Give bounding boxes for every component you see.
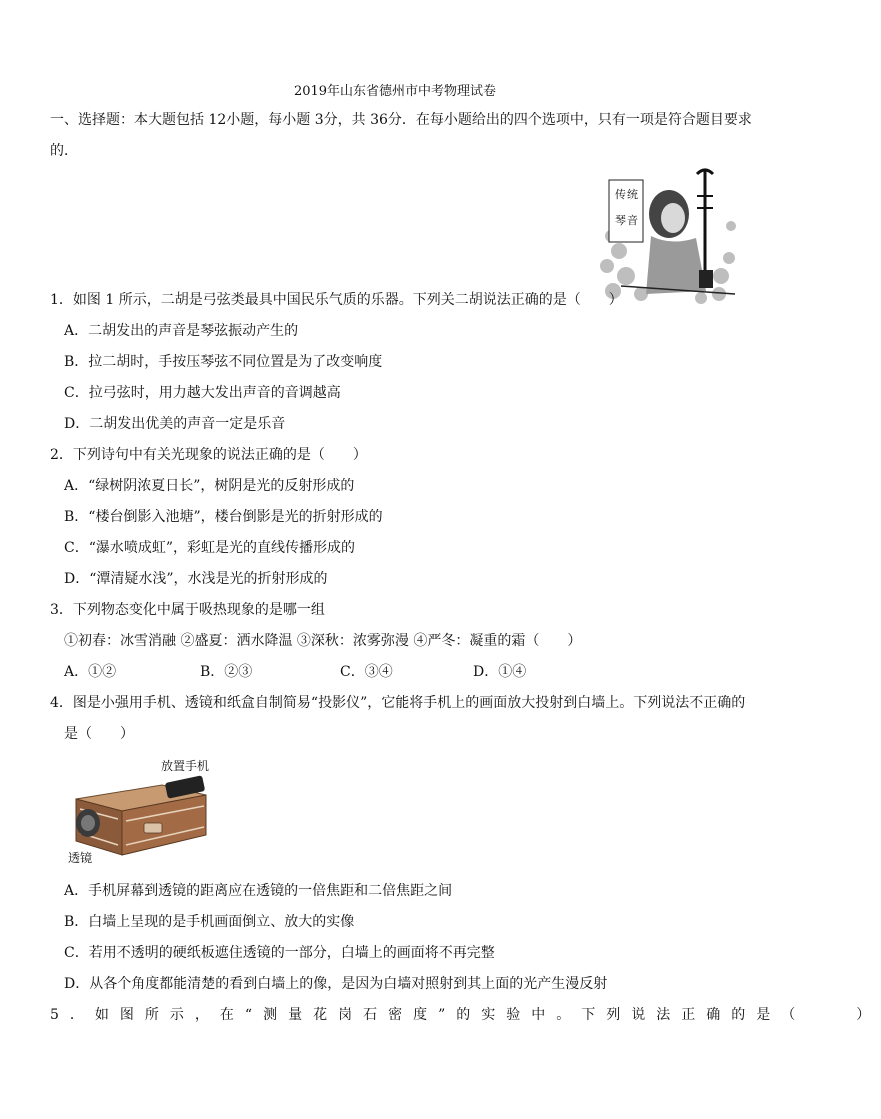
- q2-option-a: A．“绿树阴浓夏日长”，树阴是光的反射形成的: [64, 478, 355, 494]
- q3-stem: 3．下列物态变化中属于吸热现象的是哪一组: [50, 602, 325, 618]
- projector-label-phone: 放置手机: [161, 759, 210, 773]
- q4-stem-line1: 4．图是小强用手机、透镜和纸盒自制简易“投影仪”，它能将手机上的画面放大投射到白墙上。下列说法不正确的: [50, 695, 746, 711]
- q1-option-a: A．二胡发出的声音是琴弦振动产生的: [64, 323, 299, 339]
- section-instructions-line1: 一、选择题：本大题包括 12小题，每小题 3分，共 36分．在每小题给出的四个选项中，只有一项是符合题目要求: [50, 112, 752, 128]
- q4-option-a: A．手机屏幕到透镜的距离应在透镜的一倍焦距和二倍焦距之间: [64, 883, 453, 899]
- q1-option-b: B．拉二胡时，手按压琴弦不同位置是为了改变响度: [64, 354, 383, 370]
- projector-label-lens: 透镜: [68, 851, 93, 865]
- q4-option-b: B．白墙上呈现的是手机画面倒立、放大的实像: [64, 914, 355, 930]
- q4-option-d: D．从各个角度都能清楚的看到白墙上的像，是因为白墙对照射到其上面的光产生漫反射: [64, 976, 608, 992]
- q1-option-d: D．二胡发出优美的声音一定是乐音: [64, 416, 286, 432]
- q2-option-c: C．“瀑水喷成虹”，彩虹是光的直线传播形成的: [64, 540, 356, 556]
- q4-stem-line2: 是（ ）: [64, 726, 134, 742]
- q3-option-b: B．②③: [200, 664, 253, 680]
- erhu-figure-text-1: 传: [615, 188, 626, 201]
- q2-option-d: D．“潭清疑水浅”，水浅是光的折射形成的: [64, 571, 328, 587]
- erhu-illustration: [601, 166, 738, 304]
- page-title: 2019年山东省德州市中考物理试卷: [293, 84, 497, 99]
- q3-option-d: D．①④: [473, 664, 527, 680]
- projector-figure: [66, 757, 216, 865]
- q1-option-c: C．拉弓弦时，用力越大发出声音的音调越高: [64, 385, 341, 401]
- q3-option-c: C．③④: [340, 664, 393, 680]
- q5-stem: 5．如图所示，在“测量花岗石密度”的实验中。下列说法正确的是（ ）: [50, 1007, 881, 1023]
- q2-option-b: B．“楼台倒影入池塘”，楼台倒影是光的折射形成的: [64, 509, 383, 525]
- erhu-figure-text-3: 琴: [615, 214, 626, 227]
- q3-option-a: A．①②: [64, 664, 117, 680]
- erhu-figure: [601, 166, 738, 304]
- q2-stem: 2．下列诗句中有关光现象的说法正确的是（ ）: [50, 447, 367, 463]
- q3-detail: ①初春：冰雪消融 ②盛夏：洒水降温 ③深秋：浓雾弥漫 ④严冬：凝重的霜（ ）: [64, 633, 582, 649]
- section-instructions-line2: 的．: [50, 143, 78, 159]
- erhu-figure-text-2: 统: [627, 188, 638, 201]
- erhu-figure-text-4: 音: [627, 214, 638, 227]
- q4-option-c: C．若用不透明的硬纸板遮住透镜的一部分，白墙上的画面将不再完整: [64, 945, 495, 961]
- q1-stem: 1．如图 1 所示，二胡是弓弦类最具中国民乐气质的乐器。下列关二胡说法正确的是（ ）: [50, 292, 623, 308]
